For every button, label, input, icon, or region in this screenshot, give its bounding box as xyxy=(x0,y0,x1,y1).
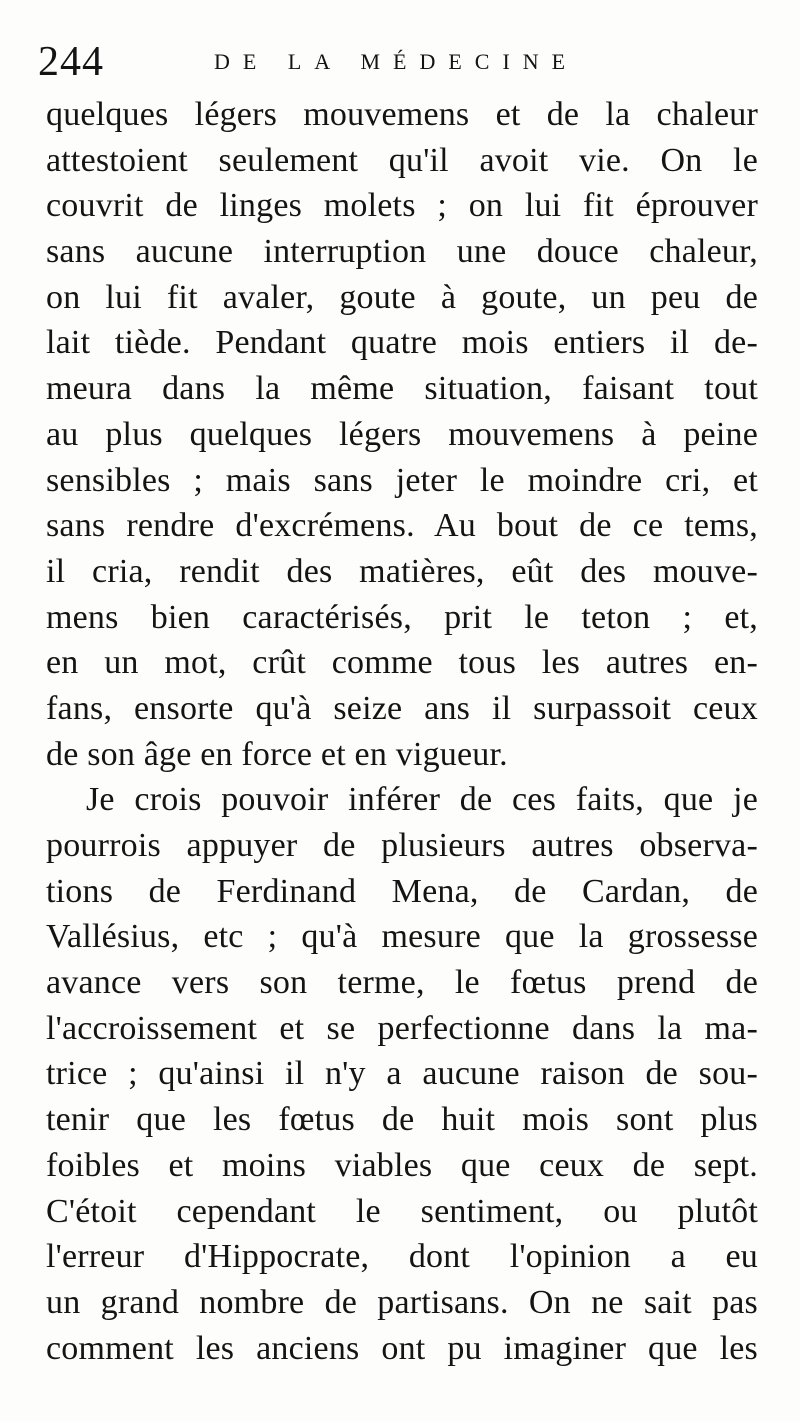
paragraph-end-line: de son âge en force et en vigueur. xyxy=(46,735,508,773)
text-line: il cria, rendit des matières, eût des mouve- xyxy=(46,552,758,590)
text-line: C'étoit cependant le sentiment, ou plutôt xyxy=(46,1192,758,1230)
text-line: Vallésius, etc ; qu'à mesure que la grossesse xyxy=(46,918,758,956)
text-line: tions de Ferdinand Mena, de Cardan, de xyxy=(46,872,758,910)
text-line: sans aucune interruption une douce chaleur, xyxy=(46,233,758,271)
text-line: l'accroissement et se perfectionne dans la ma- xyxy=(46,1009,758,1047)
text-line: sensibles ; mais sans jeter le moindre cri, et xyxy=(46,461,758,499)
page-number: 244 xyxy=(38,39,104,85)
text-line: en un mot, crût comme tous les autres en- xyxy=(46,644,758,682)
text-line: mens bien caractérisés, prit le teton ; et, xyxy=(46,598,758,636)
running-title: DE LA MÉDECINE xyxy=(214,49,579,74)
text-line: tenir que les fœtus de huit mois sont plus xyxy=(46,1101,758,1139)
text-line: un grand nombre de partisans. On ne sait pas xyxy=(46,1283,758,1321)
text-line: fans, ensorte qu'à seize ans il surpassoit ceux xyxy=(46,689,758,727)
text-line: sans rendre d'excrémens. Au bout de ce tems, xyxy=(46,507,758,545)
text-line: pourrois appuyer de plusieurs autres observa- xyxy=(46,827,758,864)
text-line: foibles et moins viables que ceux de sept. xyxy=(46,1146,758,1184)
text-line: au plus quelques légers mouvemens à peine xyxy=(46,415,758,453)
text-line: l'erreur d'Hippocrate, dont l'opinion a eu xyxy=(46,1238,758,1276)
text-line: attestoient seulement qu'il avoit vie. On le xyxy=(46,141,758,179)
text-line: comment les anciens ont pu imaginer que les xyxy=(46,1329,758,1367)
text-line: on lui fit avaler, goute à goute, un peu de xyxy=(46,278,758,316)
text-line: lait tiède. Pendant quatre mois entiers il de- xyxy=(46,324,758,362)
text-line: couvrit de linges molets ; on lui fit éprouver xyxy=(46,187,758,225)
running-head xyxy=(38,36,778,88)
body-text xyxy=(46,92,758,1371)
paragraph-start-line: Je crois pouvoir inférer de ces faits, que je xyxy=(86,781,758,819)
text-line: avance vers son terme, le fœtus prend de xyxy=(46,964,758,1002)
text-line: trice ; qu'ainsi il n'y a aucune raison de sou- xyxy=(46,1055,758,1093)
text-line: meura dans la même situation, faisant tout xyxy=(46,370,758,408)
text-line: quelques légers mouvemens et de la chaleur xyxy=(46,96,758,133)
